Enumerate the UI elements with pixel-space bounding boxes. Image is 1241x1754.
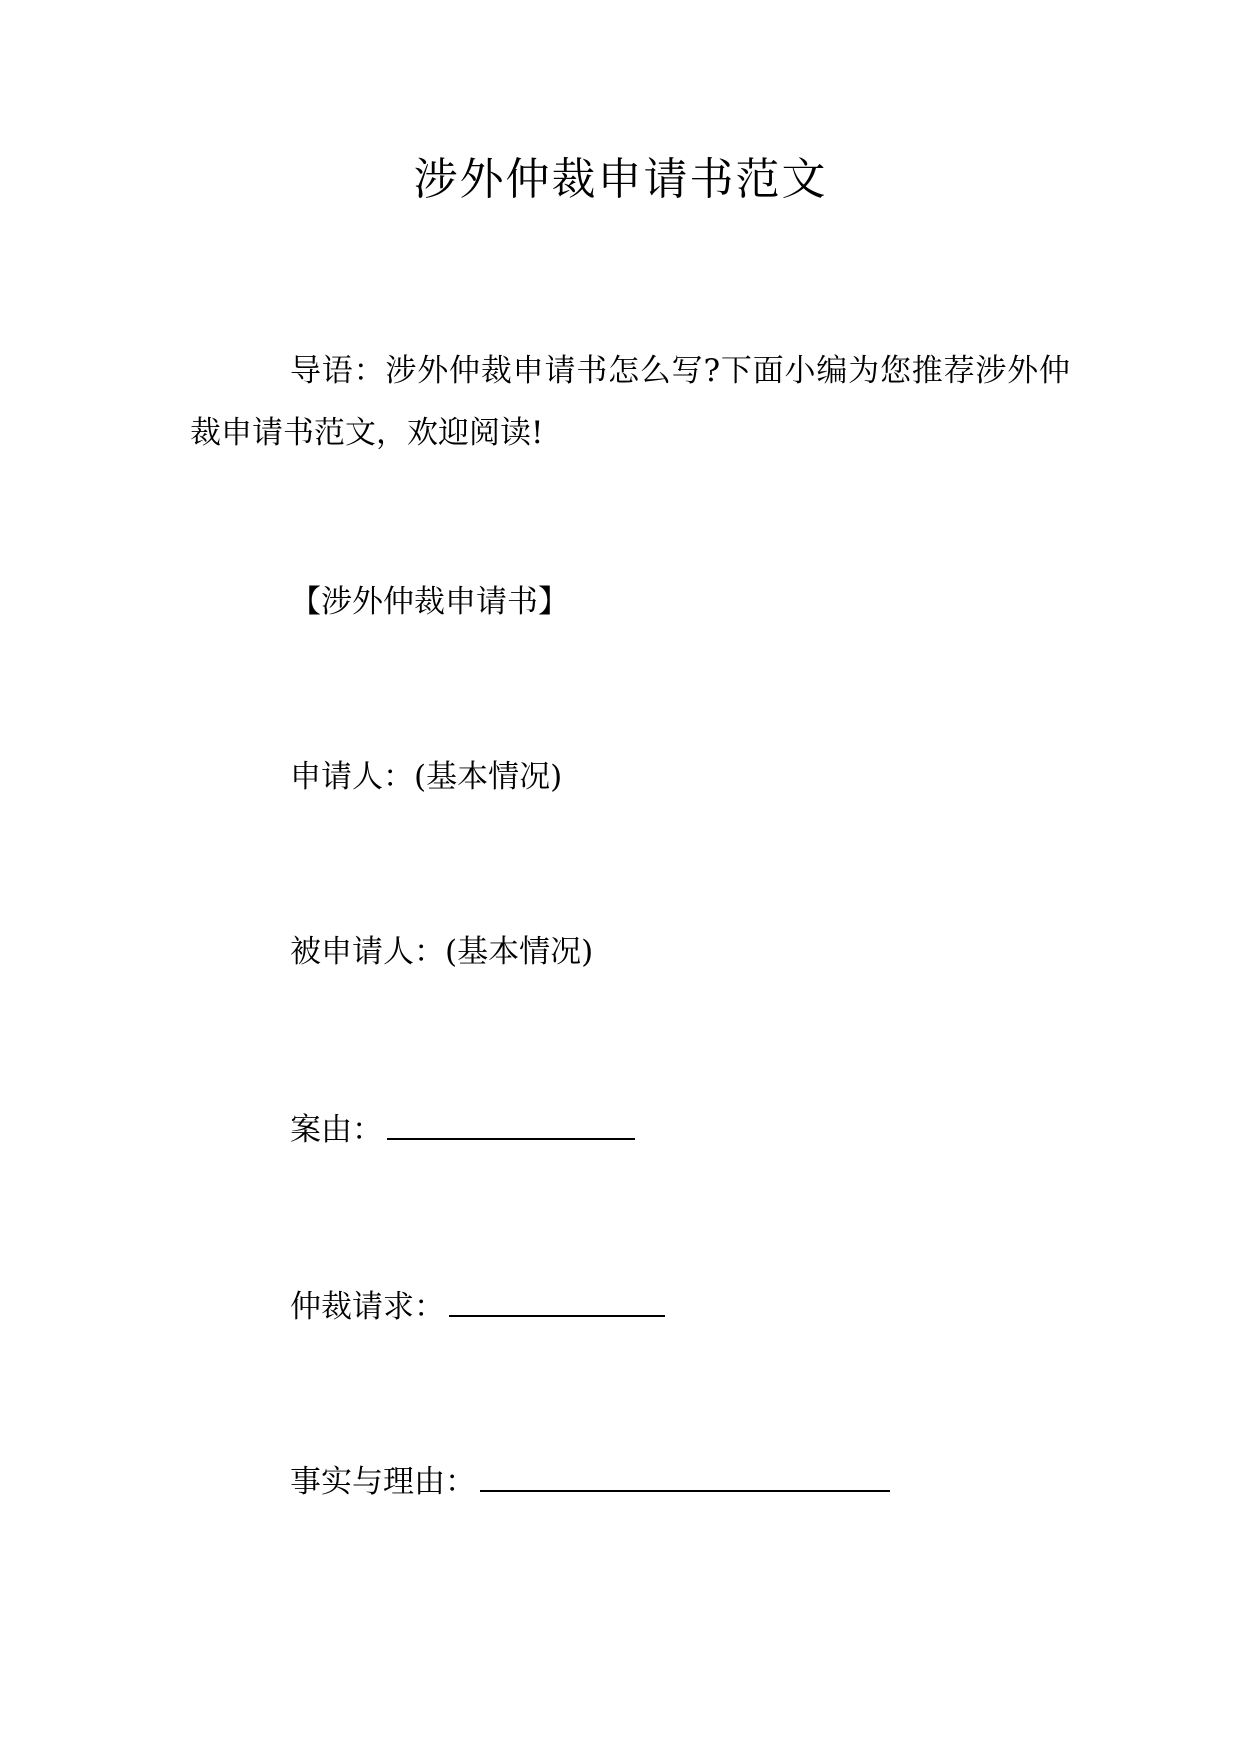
claims-label: 仲裁请求： bbox=[290, 1289, 445, 1325]
cause-line bbox=[290, 1108, 635, 1152]
cause-label: 案由： bbox=[290, 1112, 383, 1148]
respondent-line: 被申请人：(基本情况) bbox=[290, 934, 594, 970]
intro-paragraph: 导语：涉外仲裁申请书怎么写?下面小编为您推荐涉外仲裁申请书范文，欢迎阅读! bbox=[190, 353, 1070, 451]
claims-blank bbox=[449, 1285, 665, 1317]
facts-label: 事实与理由： bbox=[290, 1464, 476, 1500]
claims-line bbox=[290, 1285, 665, 1329]
applicant-line: 申请人：(基本情况) bbox=[290, 759, 563, 795]
cause-blank bbox=[387, 1108, 635, 1140]
facts-blank bbox=[480, 1460, 890, 1492]
document-title: 涉外仲裁申请书范文 bbox=[413, 154, 828, 205]
facts-line bbox=[290, 1460, 890, 1504]
section-heading: 【涉外仲裁申请书】 bbox=[290, 584, 569, 620]
